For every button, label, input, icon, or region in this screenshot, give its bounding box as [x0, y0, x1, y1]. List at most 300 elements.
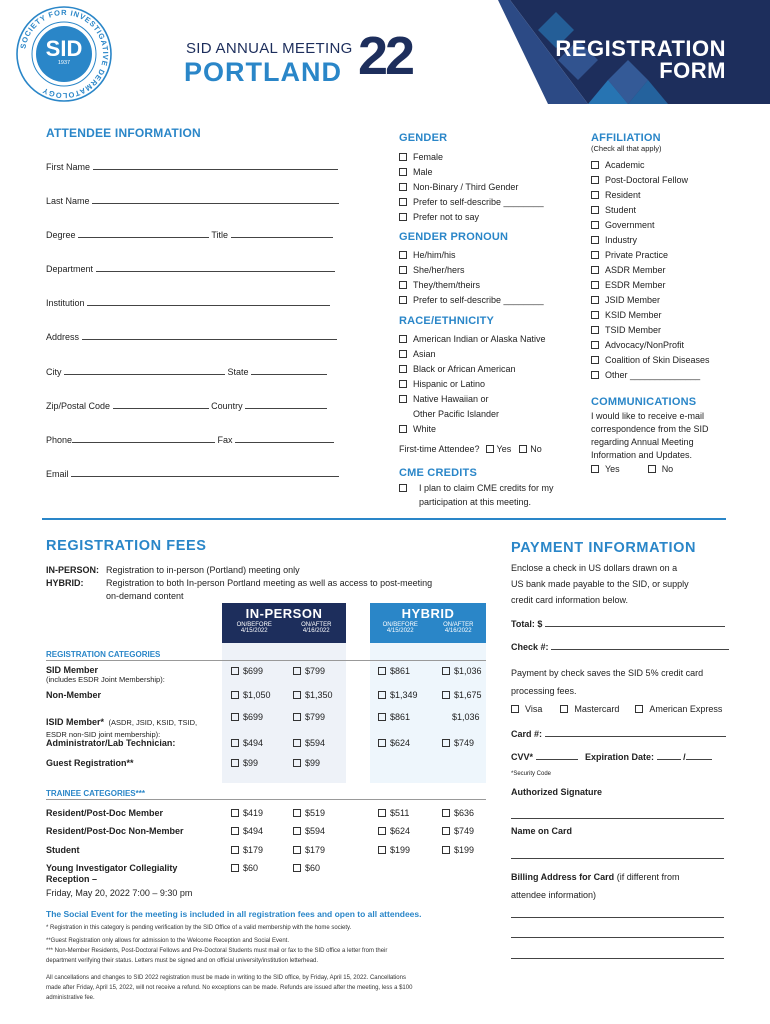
price: $199 [454, 845, 475, 855]
social-event-note: The Social Event for the meeting is included in all registration fees and open to all attendees. [46, 909, 422, 919]
checkbox[interactable] [591, 341, 599, 349]
row-label: Guest Registration** [46, 758, 134, 768]
price-option[interactable] [378, 690, 418, 700]
checkbox[interactable] [442, 846, 450, 854]
price-option[interactable] [378, 738, 410, 748]
checkbox[interactable] [399, 153, 407, 161]
price: $799 [305, 666, 326, 676]
option-label: Other Pacific Islander [413, 408, 500, 419]
billing-line-1[interactable] [511, 917, 724, 918]
gender-option[interactable] [399, 209, 544, 224]
option-label: Academic [605, 159, 645, 170]
checkbox[interactable] [591, 266, 599, 274]
price: $1,036 [452, 712, 480, 722]
price: $1,675 [454, 690, 482, 700]
row-label-2: Reception – [46, 874, 98, 884]
department-label: Department [46, 264, 94, 274]
price-option[interactable] [378, 808, 409, 818]
check-label: Check #: [511, 642, 549, 652]
checkbox[interactable] [378, 667, 386, 675]
fee-row-admin [46, 738, 175, 748]
price: $519 [305, 808, 326, 818]
row-sublabel: (includes ESDR Joint Membership): [46, 675, 165, 684]
option-label: Native Hawaiian or [413, 393, 489, 404]
option-label: Coalition of Skin Diseases [605, 354, 710, 365]
trainee-category-line [46, 799, 486, 800]
column-after: ON/AFTER [443, 622, 474, 628]
price-option[interactable] [442, 738, 474, 748]
pronoun-options [399, 247, 544, 307]
price-option[interactable] [231, 690, 271, 700]
checkbox[interactable] [591, 326, 599, 334]
cvv-expiration-field[interactable]: CVV* Expiration Date: / [511, 751, 712, 762]
no-label: No [530, 444, 542, 454]
billing-line-2[interactable] [511, 937, 724, 938]
price: $511 [390, 808, 410, 818]
checkbox[interactable] [293, 809, 301, 817]
checkbox[interactable] [591, 206, 599, 214]
checkbox[interactable] [293, 846, 301, 854]
checkbox[interactable] [591, 161, 599, 169]
price-option[interactable] [231, 666, 263, 676]
affiliation-section-title: AFFILIATION [591, 132, 661, 144]
checkbox[interactable] [399, 425, 407, 433]
fee-row-sid-member [46, 665, 486, 684]
price: $179 [243, 845, 264, 855]
checkbox[interactable] [378, 846, 386, 854]
amex-label: American Express [649, 704, 723, 714]
inperson-desc-text: Registration to in-person (Portland) meeting only [106, 565, 300, 575]
option-label: Black or African American [413, 363, 516, 374]
checkbox[interactable] [231, 827, 239, 835]
card-number-field[interactable] [511, 728, 726, 739]
price-option[interactable] [293, 808, 325, 818]
footnote: department verifying their status. Letters must be signed and on official university/institution letterhead. [46, 958, 319, 964]
price: $1,349 [390, 690, 418, 700]
yes-label: Yes [496, 444, 512, 454]
race-option[interactable] [399, 346, 546, 361]
gender-option[interactable] [399, 164, 544, 179]
price: $1,036 [454, 666, 482, 676]
checkbox[interactable] [399, 251, 407, 259]
mastercard-checkbox[interactable] [560, 705, 568, 713]
reception-date: Friday, May 20, 2022 7:00 – 9:30 pm [46, 888, 193, 898]
option-label: Asian [413, 348, 436, 359]
total-field[interactable] [511, 618, 725, 629]
cme-option[interactable] [399, 481, 554, 509]
price-option[interactable] [231, 712, 263, 722]
degree-field[interactable] [46, 229, 333, 240]
checkbox[interactable] [231, 691, 239, 699]
price-option[interactable] [231, 826, 263, 836]
price-option[interactable] [231, 845, 263, 855]
fees-section-title: REGISTRATION FEES [46, 538, 207, 554]
price: $594 [305, 738, 326, 748]
first-time-label: First-time Attendee? [399, 444, 480, 454]
price: $1,050 [243, 690, 271, 700]
price: $799 [305, 712, 326, 722]
zip-label: Zip/Postal Code [46, 401, 111, 411]
option-label: Prefer to self-describe ________ [413, 294, 544, 305]
option-label: Resident [605, 189, 641, 200]
first-time-no-checkbox[interactable] [519, 445, 527, 453]
footnote: administrative fee. [46, 995, 95, 1001]
country-label: Country [211, 401, 243, 411]
checkbox[interactable] [591, 251, 599, 259]
option-label: Post-Doctoral Fellow [605, 174, 689, 185]
race-options [399, 331, 546, 436]
communications-line: regarding Annual Meeting [591, 437, 694, 447]
first-time-attendee [399, 444, 542, 454]
billing-note-2: attendee information) [511, 890, 597, 900]
cme-text-2: participation at this meeting. [419, 497, 532, 507]
affiliation-option[interactable] [591, 367, 710, 382]
address-field[interactable] [46, 331, 337, 342]
option-label: Advocacy/NonProfit [605, 339, 685, 350]
row-label: ISID Member* [46, 717, 105, 727]
expiration-label: Expiration Date: [585, 752, 655, 762]
state-label: State [227, 367, 249, 377]
affiliation-option[interactable] [591, 217, 710, 232]
column-after: ON/AFTER [301, 622, 332, 628]
footnote: **Guest Registration only allows for admission to the Welcome Reception and Social Event. [46, 938, 290, 944]
communications-text [591, 410, 709, 462]
gender-section-title: GENDER [399, 132, 448, 144]
communications-section-title: COMMUNICATIONS [591, 396, 697, 408]
column-before: ON/BEFORE [382, 622, 418, 628]
price: $624 [390, 738, 411, 748]
checkbox[interactable] [591, 281, 599, 289]
price: $494 [243, 738, 264, 748]
checkbox[interactable] [442, 667, 450, 675]
zip-field[interactable] [46, 400, 327, 411]
option-label: Other ______________ [605, 369, 701, 380]
checkbox[interactable] [293, 691, 301, 699]
checkbox[interactable] [399, 213, 407, 221]
checkbox[interactable] [399, 395, 407, 403]
option-label: ASDR Member [605, 264, 666, 275]
last-name-label: Last Name [46, 196, 90, 206]
footnote: * Registration in this category is pending verification by the SID Office of a valid membership with the home society. [46, 925, 352, 931]
checkbox[interactable] [293, 864, 301, 872]
affiliation-option[interactable] [591, 172, 710, 187]
checkbox[interactable] [399, 266, 407, 274]
price: $199 [390, 845, 411, 855]
department-field[interactable] [46, 263, 335, 274]
cme-section-title: CME CREDITS [399, 467, 477, 479]
option-label: Prefer not to say [413, 211, 480, 222]
affiliation-option[interactable] [591, 157, 710, 172]
checkbox[interactable] [399, 281, 407, 289]
payment-section-title: PAYMENT INFORMATION [511, 540, 697, 556]
option-label: Hispanic or Latino [413, 378, 486, 389]
pronoun-option[interactable] [399, 292, 544, 307]
communications-line: correspondence from the SID [591, 424, 709, 434]
row-label: Non-Member [46, 690, 102, 700]
price-option[interactable] [293, 666, 325, 676]
no-label: No [661, 464, 674, 474]
affiliation-option[interactable] [591, 307, 710, 322]
option-label: Non-Binary / Third Gender [413, 181, 519, 192]
payment-intro [511, 560, 689, 608]
fee-row-non-member [46, 690, 101, 700]
fees-description [46, 564, 432, 603]
price: $99 [305, 758, 321, 768]
price: $594 [305, 826, 326, 836]
checkbox[interactable] [591, 356, 599, 364]
checkbox[interactable] [442, 827, 450, 835]
price: $636 [454, 808, 475, 818]
affiliation-option[interactable] [591, 247, 710, 262]
fax-label: Fax [217, 435, 233, 445]
cme-text-1: I plan to claim CME credits for my [419, 483, 554, 493]
checkbox[interactable] [399, 168, 407, 176]
first-name-field[interactable] [46, 161, 338, 172]
price-option[interactable] [378, 826, 410, 836]
price: $60 [305, 863, 321, 873]
inperson-column-title: IN-PERSON [245, 606, 323, 621]
communications-yes-checkbox[interactable] [591, 465, 599, 473]
checkbox[interactable] [378, 827, 386, 835]
option-label: White [413, 423, 437, 434]
price: $749 [454, 826, 475, 836]
affiliation-subtitle: (Check all that apply) [591, 144, 662, 153]
column-before-date: 4/15/2022 [240, 628, 268, 634]
communications-choice [591, 464, 673, 474]
price-option[interactable] [231, 863, 258, 873]
checkbox[interactable] [399, 380, 407, 388]
pronoun-option[interactable] [399, 262, 544, 277]
institution-label: Institution [46, 298, 85, 308]
degree-label: Degree [46, 230, 76, 240]
checkbox[interactable] [399, 350, 407, 358]
billing-address-label [511, 868, 680, 904]
institution-field[interactable] [46, 297, 330, 308]
affiliation-option[interactable] [591, 352, 710, 367]
hybrid-column-title: HYBRID [401, 606, 455, 621]
affiliation-option[interactable] [591, 262, 710, 277]
pronoun-option[interactable] [399, 247, 544, 262]
price-option[interactable] [442, 666, 482, 676]
affiliation-option[interactable] [591, 277, 710, 292]
meeting-year: 22 [358, 26, 413, 86]
option-label: TSID Member [605, 324, 662, 335]
option-label: Male [413, 166, 433, 177]
title-label: Title [211, 230, 229, 240]
amex-checkbox[interactable] [635, 705, 643, 713]
affiliation-option[interactable] [591, 202, 710, 217]
checkbox[interactable] [399, 183, 407, 191]
security-code-note: *Security Code [511, 771, 552, 777]
hybrid-desc-text-2: on-demand content [106, 591, 184, 601]
price-option[interactable] [452, 712, 480, 722]
fee-row-student: Student [46, 845, 80, 855]
checkbox[interactable] [399, 335, 407, 343]
option-label: He/him/his [413, 249, 456, 260]
checkbox[interactable] [591, 176, 599, 184]
checkbox[interactable] [442, 809, 450, 817]
checkbox[interactable] [293, 667, 301, 675]
attendee-section-title: ATTENDEE INFORMATION [46, 126, 201, 140]
price-option[interactable] [442, 690, 482, 700]
gender-option[interactable] [399, 179, 544, 194]
last-name-field[interactable] [46, 195, 339, 206]
registration-banner [438, 0, 770, 104]
seal-ring-text: SOCIETY FOR INVESTIGATIVE DERMATOLOGY [18, 7, 111, 101]
checkbox[interactable] [591, 236, 599, 244]
checkbox[interactable] [591, 191, 599, 199]
race-option[interactable] [399, 421, 546, 436]
form-title-registration: REGISTRATION [555, 36, 726, 61]
billing-line-3[interactable] [511, 958, 724, 959]
communications-no-checkbox[interactable] [648, 465, 656, 473]
row-sublabel: ESDR non-SID joint membership): [46, 730, 161, 739]
first-time-yes-checkbox[interactable] [486, 445, 494, 453]
column-before: ON/BEFORE [236, 622, 272, 628]
price-option[interactable] [293, 690, 333, 700]
price: $419 [243, 808, 264, 818]
checkbox[interactable] [378, 691, 386, 699]
race-option-continued [399, 406, 546, 421]
checkbox[interactable] [231, 846, 239, 854]
option-label: KSID Member [605, 309, 662, 320]
phone-field[interactable] [46, 434, 334, 445]
price-option[interactable] [442, 808, 474, 818]
affiliation-option[interactable] [591, 187, 710, 202]
signature-line[interactable] [511, 818, 724, 819]
price-option[interactable] [231, 808, 263, 818]
checkbox[interactable] [231, 667, 239, 675]
billing-note: (if different from [616, 872, 680, 882]
card-type-options [511, 704, 722, 714]
footnote: *** Non-Member Residents, Post-Doctoral Fellows and Pre-Doctoral Students must mail or fax to the SID office a letter from their [46, 948, 388, 954]
option-label: Student [605, 204, 637, 215]
fee-footnotes [46, 923, 486, 1003]
affiliation-option[interactable] [591, 337, 710, 352]
checkbox[interactable] [231, 809, 239, 817]
option-label: Prefer to self-describe ________ [413, 196, 544, 207]
payment-intro-line: credit card information below. [511, 595, 629, 605]
checkbox[interactable] [231, 759, 239, 767]
name-on-card-line[interactable] [511, 858, 724, 859]
race-option[interactable] [399, 331, 546, 346]
checkbox[interactable] [231, 864, 239, 872]
sid-logo-seal [14, 4, 114, 104]
price-option[interactable] [231, 758, 258, 768]
price-option[interactable] [293, 826, 325, 836]
column-after-date: 4/16/2022 [444, 628, 472, 634]
hybrid-desc-label: HYBRID: [46, 578, 84, 588]
checkbox[interactable] [378, 809, 386, 817]
trainee-categories-title: TRAINEE CATEGORIES*** [46, 789, 145, 798]
row-label: SID Member [46, 665, 99, 675]
price-option[interactable] [231, 738, 263, 748]
card-label: Card #: [511, 729, 543, 739]
checkbox[interactable] [293, 713, 301, 721]
race-option[interactable] [399, 361, 546, 376]
city-field[interactable] [46, 366, 327, 377]
savings-line: processing fees. [511, 686, 577, 696]
checkbox[interactable] [591, 221, 599, 229]
signature-label: Authorized Signature [511, 787, 603, 797]
sid-logo-text: SID [45, 36, 83, 61]
checkbox[interactable] [399, 484, 407, 492]
price: $699 [243, 666, 264, 676]
price: $624 [390, 826, 411, 836]
checkbox[interactable] [293, 739, 301, 747]
price: $749 [454, 738, 475, 748]
column-after-date: 4/16/2022 [302, 628, 330, 634]
checkbox[interactable] [442, 691, 450, 699]
row-sublabel-inline: (ASDR, JSID, KSID, TSID, [108, 718, 198, 727]
name-on-card-label: Name on Card [511, 826, 573, 836]
affiliation-option[interactable] [591, 322, 710, 337]
price-option[interactable] [442, 826, 474, 836]
price-option[interactable] [378, 712, 410, 722]
checkbox[interactable] [231, 739, 239, 747]
price: $494 [243, 826, 264, 836]
checkbox[interactable] [293, 827, 301, 835]
hybrid-desc-text: Registration to both In-person Portland meeting as well as access to post-meeting [106, 578, 433, 588]
pronoun-option[interactable] [399, 277, 544, 292]
gender-options [399, 149, 544, 224]
payment-intro-line: US bank made payable to the SID, or supply [511, 579, 689, 589]
gender-option[interactable] [399, 149, 544, 164]
checkbox[interactable] [399, 365, 407, 373]
checkbox[interactable] [399, 296, 407, 304]
fee-row-resident-member: Resident/Post-Doc Member [46, 808, 164, 818]
checkbox[interactable] [591, 296, 599, 304]
email-field[interactable] [46, 468, 339, 479]
affiliation-option[interactable] [591, 292, 710, 307]
first-name-label: First Name [46, 162, 91, 172]
savings-line: Payment by check saves the SID 5% credit card [511, 668, 704, 678]
checkbox[interactable] [378, 713, 386, 721]
option-label: They/them/theirs [413, 279, 481, 290]
meeting-label: SID ANNUAL MEETING [186, 40, 353, 57]
gender-option[interactable] [399, 194, 544, 209]
price: $699 [243, 712, 264, 722]
option-label: ESDR Member [605, 279, 666, 290]
price-option[interactable] [293, 738, 325, 748]
yes-label: Yes [605, 464, 620, 474]
price-option[interactable] [293, 863, 320, 873]
option-label: American Indian or Alaska Native [413, 333, 546, 344]
checkbox[interactable] [231, 713, 239, 721]
address-label: Address [46, 332, 80, 342]
checkbox[interactable] [399, 198, 407, 206]
price-option[interactable] [293, 845, 325, 855]
price-option[interactable] [378, 845, 410, 855]
checkbox[interactable] [378, 739, 386, 747]
column-before-date: 4/15/2022 [386, 628, 414, 634]
checkbox[interactable] [591, 311, 599, 319]
fee-row-young-investigator [46, 863, 192, 899]
checkbox[interactable] [442, 739, 450, 747]
price-option[interactable] [378, 666, 410, 676]
race-option[interactable] [399, 391, 546, 406]
price-option[interactable] [293, 712, 325, 722]
price-option[interactable] [442, 845, 474, 855]
price-option[interactable] [293, 758, 320, 768]
check-field[interactable] [511, 641, 729, 652]
checkbox[interactable] [591, 371, 599, 379]
price: $861 [390, 712, 411, 722]
affiliation-option[interactable] [591, 232, 710, 247]
race-option[interactable] [399, 376, 546, 391]
visa-checkbox[interactable] [511, 705, 519, 713]
checkbox[interactable] [293, 759, 301, 767]
